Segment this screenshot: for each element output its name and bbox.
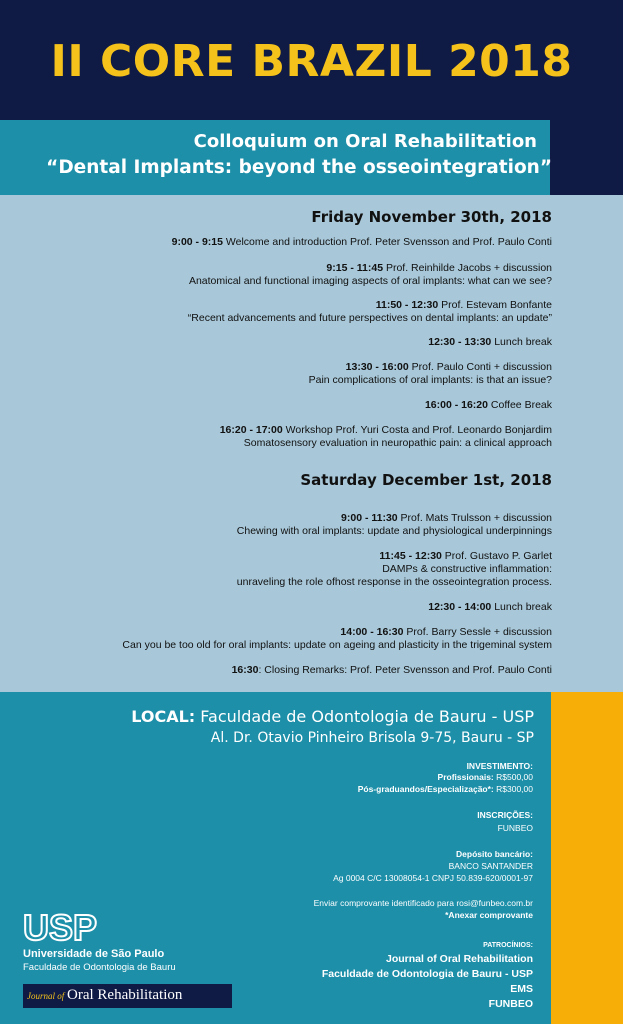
journal-logo <box>23 984 232 1008</box>
item-time: 13:30 - 16:00 <box>345 361 409 373</box>
sponsor-item: FUNBEO <box>488 998 533 1010</box>
sponsors-title: PATROCÍNIOS: <box>483 942 533 949</box>
journal-prefix: Journal of <box>27 991 65 1001</box>
investment-title: INVESTIMENTO: <box>466 761 533 771</box>
schedule-item <box>428 601 552 614</box>
schedule-item <box>340 626 552 639</box>
item-time: 12:30 - 14:00 <box>428 601 492 613</box>
colloquium-subtitle: “Dental Implants: beyond the osseointegration” <box>46 157 552 178</box>
item-text: Prof. Mats Trulsson + discussion <box>397 512 552 524</box>
item-text: Prof. Paulo Conti + discussion <box>408 361 552 373</box>
registration-title: INSCRIÇÕES: <box>477 810 533 820</box>
item-subtitle: Somatosensory evaluation in neuropathic pain: a clinical approach <box>243 437 552 449</box>
item-text: Prof. Gustavo P. Garlet <box>441 550 552 562</box>
item-subtitle: unraveling the role ofhost response in the osseointegration process. <box>236 576 552 588</box>
item-time: 12:30 - 13:30 <box>428 336 492 348</box>
schedule-item <box>425 399 552 412</box>
journal-name: Oral Rehabilitation <box>67 987 183 1003</box>
item-text: Workshop Prof. Yuri Costa and Prof. Leonardo Bonjardim <box>282 424 552 436</box>
navy-corner-block <box>550 120 623 195</box>
item-text: Lunch break <box>491 601 552 613</box>
item-subtitle: Anatomical and functional imaging aspects of oral implants: what can we see? <box>188 275 552 287</box>
colloquium-title: Colloquium on Oral Rehabilitation <box>193 131 537 152</box>
gold-stripe <box>551 692 623 1024</box>
item-text: Prof. Barry Sessle + discussion <box>403 626 552 638</box>
item-time: 9:00 - 9:15 <box>171 236 223 248</box>
event-title: II CORE BRAZIL 2018 <box>50 36 573 87</box>
sponsor-item: Journal of Oral Rehabilitation <box>385 953 533 965</box>
schedule-item <box>220 424 552 437</box>
item-text: Coffee Break <box>487 399 552 411</box>
deposit-bank: BANCO SANTANDER <box>448 861 533 871</box>
item-text: Welcome and introduction Prof. Peter Svensson and Prof. Paulo Conti <box>223 236 552 248</box>
item-time: 16:20 - 17:00 <box>219 424 283 436</box>
item-text: Lunch break <box>491 336 552 348</box>
item-time: 9:15 - 11:45 <box>326 262 384 274</box>
item-time: 9:00 - 11:30 <box>341 512 398 524</box>
investment-postgrad: Pós-graduandos/Especialização*: R$300,00 <box>357 784 533 794</box>
item-subtitle: Can you be too old for oral implants: update on ageing and plasticity in the trigeminal system <box>122 639 552 651</box>
schedule-item <box>232 664 552 677</box>
investment-professional: Profissionais: R$500,00 <box>437 772 533 782</box>
item-time: 11:45 - 12:30 <box>379 550 442 562</box>
receipt-instruction: Enviar comprovante identificado para rosi@funbeo.com.br <box>313 898 533 908</box>
item-subtitle: “Recent advancements and future perspectives on dental implants: an update” <box>187 312 552 324</box>
item-subtitle: DAMPs & constructive inflammation: <box>382 563 552 575</box>
sponsor-item: EMS <box>510 983 533 995</box>
item-time: 14:00 - 16:30 <box>340 626 404 638</box>
item-time: 11:50 - 12:30 <box>375 299 439 311</box>
usp-name: Universidade de São Paulo <box>23 948 165 960</box>
venue-label: LOCAL: <box>131 707 196 726</box>
schedule-item <box>346 361 552 374</box>
deposit-account: Ag 0004 C/C 13008054-1 CNPJ 50.839-620/0001-97 <box>333 873 533 883</box>
schedule-item <box>326 262 552 275</box>
item-text: : Closing Remarks: Prof. Peter Svensson and Prof. Paulo Conti <box>258 664 552 676</box>
item-text: Prof. Reinhilde Jacobs + discussion <box>383 262 552 274</box>
venue-address: Al. Dr. Otavio Pinheiro Brisola 9-75, Bauru - SP <box>210 730 534 746</box>
item-subtitle: Chewing with oral implants: update and physiological underpinnings <box>236 525 552 537</box>
day-heading-saturday: Saturday December 1st, 2018 <box>300 471 552 489</box>
sponsor-item: Faculdade de Odontologia de Bauru - USP <box>321 968 533 980</box>
venue-line <box>131 707 534 726</box>
receipt-note: *Anexar comprovante <box>445 910 533 920</box>
item-subtitle: Pain complications of oral implants: is that an issue? <box>308 374 552 386</box>
schedule-item <box>376 299 552 312</box>
day-heading-friday: Friday November 30th, 2018 <box>311 208 552 226</box>
schedule-item <box>428 336 552 349</box>
usp-logo <box>23 909 109 945</box>
item-time: 16:00 - 16:20 <box>424 399 488 411</box>
schedule-item <box>379 550 552 563</box>
deposit-title: Depósito bancário: <box>456 849 533 859</box>
item-time: 16:30 <box>231 664 259 676</box>
registration-value: FUNBEO <box>497 823 533 833</box>
item-text: Prof. Estevam Bonfante <box>438 299 552 311</box>
venue-name: Faculdade de Odontologia de Bauru - USP <box>195 707 534 726</box>
schedule-item <box>341 512 552 525</box>
schedule-item <box>172 236 552 249</box>
usp-logo-text: USP <box>23 909 98 945</box>
usp-faculty: Faculdade de Odontologia de Bauru <box>23 962 176 973</box>
